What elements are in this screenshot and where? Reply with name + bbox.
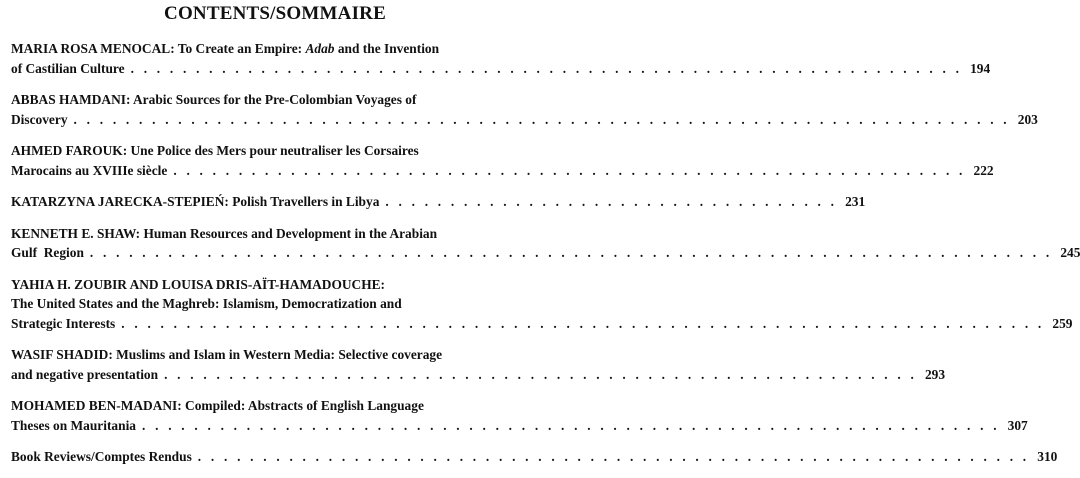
- dot-leader: . . . . . . . . . . . . . . . . . . . . . . . . . . . . . . . . . . . . . . . . . . . . . . . . . . . . . . . . . . . . . . . . . . . . . . . . . .: [89, 245, 1053, 260]
- dot-leader: . . . . . . . . . . . . . . . . . . . . . . . . . . . . . . . . . . . . . . . . . . . . . . . . . . . . . . . . . .: [164, 366, 918, 382]
- entry-text: MARIA ROSA MENOCAL: To Create an Empire:: [11, 41, 306, 56]
- entry-text: Discovery: [11, 111, 68, 127]
- page-number: 231: [845, 194, 866, 209]
- page-title: CONTENTS/SOMMAIRE: [164, 3, 386, 24]
- dot-leader: . . . . . . . . . . . . . . . . . . . . . . . . . . . . . . . . . . . . . . . . . . . . . . . . . . . . . . . . . . . . . . . .: [130, 60, 963, 76]
- entry-last-line: [11, 161, 994, 181]
- entry-line: MOHAMED BEN-MADANI: Compiled: Abstracts of English Language: [11, 398, 424, 413]
- table-of-contents: [11, 39, 1080, 467]
- dot-leader: . . . . . . . . . . . . . . . . . . . . . . . . . . . . . . . . . . . . . . . . . . . . . . . . . . . . . . . . . . . . . . . .: [197, 449, 1030, 464]
- entry-line: KENNETH E. SHAW: Human Resources and Development in the Arabian: [11, 225, 438, 241]
- toc-entry-shaw: [11, 224, 1080, 263]
- entry-last-line: [11, 447, 1058, 467]
- page-number: 194: [970, 60, 991, 76]
- page-number: 259: [1052, 315, 1073, 331]
- entry-line: [11, 39, 540, 59]
- entry-text: and negative presentation: [11, 366, 159, 382]
- page-number: 307: [1007, 417, 1028, 433]
- entry-text: KATARZYNA JARECKA-STEPIEŃ: Polish Travellers in Libya: [11, 194, 380, 209]
- dot-leader: . . . . . . . . . . . . . . . . . . . . . . . . . . . . . . . . . . .: [385, 194, 838, 209]
- entry-line: YAHIA H. ZOUBIR AND LOUISA DRIS-AÏT-HAMADOUCHE:: [11, 276, 386, 292]
- entry-last-line: [11, 59, 991, 79]
- entry-line: AHMED FAROUK: Une Police des Mers pour neutraliser les Corsaires: [11, 143, 419, 158]
- toc-entry-hamdani: [11, 90, 1038, 129]
- dot-leader: . . . . . . . . . . . . . . . . . . . . . . . . . . . . . . . . . . . . . . . . . . . . . . . . . . . . . . . . . . . . . . . . . . . . . . .: [121, 315, 1045, 331]
- toc-entry-jarecka: [11, 192, 866, 212]
- entry-text: Strategic Interests: [11, 315, 116, 331]
- entry-last-line: [11, 110, 1038, 130]
- entry-last-line: [11, 314, 1073, 334]
- entry-text: Marocains au XVIIIe siècle: [11, 162, 168, 178]
- entry-last-line: [11, 416, 1028, 436]
- entry-italic-word: Adab: [305, 41, 335, 56]
- entry-text: of Castilian Culture: [11, 60, 125, 76]
- entry-line: The United States and the Maghreb: Islamism, Democratization and: [11, 296, 402, 311]
- toc-entry-book-reviews: [11, 447, 1058, 467]
- dot-leader: . . . . . . . . . . . . . . . . . . . . . . . . . . . . . . . . . . . . . . . . . . . . . . . . . . . . . . . . . . . . .: [173, 162, 966, 178]
- entry-last-line: [11, 365, 946, 385]
- toc-entry-ben-madani: [11, 396, 1028, 435]
- entry-last-line: [11, 192, 866, 212]
- page-number: 245: [1060, 245, 1080, 260]
- page-number: 293: [924, 366, 946, 382]
- entry-text: Theses on Mauritania: [11, 417, 136, 433]
- toc-entry-shadid: [11, 345, 946, 384]
- page-number: 203: [1017, 111, 1038, 127]
- entry-text: and the Invention: [334, 41, 440, 56]
- page-number: 310: [1037, 449, 1058, 464]
- entry-text: Gulf Region: [11, 245, 84, 260]
- toc-entry-zoubir: [11, 275, 1073, 334]
- toc-entry-menocal: [11, 39, 991, 78]
- dot-leader: . . . . . . . . . . . . . . . . . . . . . . . . . . . . . . . . . . . . . . . . . . . . . . . . . . . . . . . . . . . . . . . . . .: [142, 417, 1000, 433]
- entry-line: WASIF SHADID: Muslims and Islam in Western Media: Selective coverage: [11, 347, 443, 362]
- entry-text: Book Reviews/Comptes Rendus: [11, 449, 192, 464]
- page-number: 222: [973, 162, 994, 178]
- dot-leader: . . . . . . . . . . . . . . . . . . . . . . . . . . . . . . . . . . . . . . . . . . . . . . . . . . . . . . . . . . . . . . . . . . . . . . . .: [73, 111, 1010, 127]
- entry-line: ABBAS HAMDANI: Arabic Sources for the Pre-Colombian Voyages of: [11, 92, 417, 107]
- entry-last-line: [11, 243, 1080, 263]
- toc-entry-farouk: [11, 141, 994, 180]
